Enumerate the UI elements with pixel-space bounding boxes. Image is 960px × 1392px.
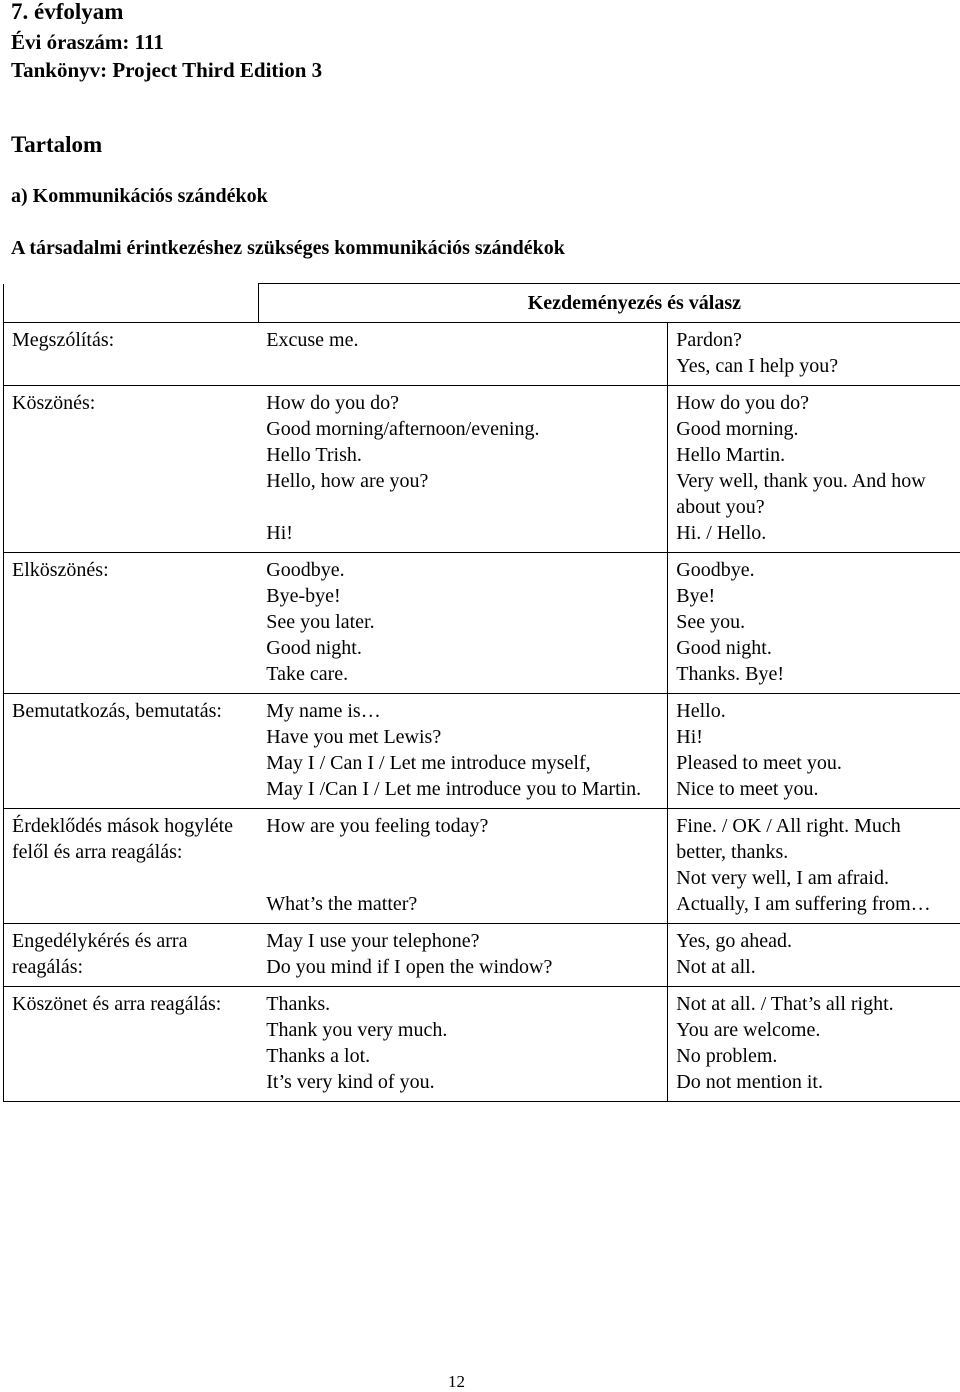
section-a-title: a) Kommunikációs szándékok (11, 185, 268, 208)
initiation-line: See you later. (266, 609, 659, 635)
initiation-line: Hello, how are you? (266, 468, 659, 494)
initiation-cell (258, 323, 668, 386)
response-line: Nice to meet you. (676, 776, 952, 802)
initiation-line: How do you do? (266, 390, 659, 416)
response-line: Not very well, I am afraid. (676, 865, 952, 891)
initiation-line: Thanks a lot. (266, 1043, 659, 1069)
initiation-line: Take care. (266, 661, 659, 687)
initiation-line: May I / Can I / Let me introduce myself, (266, 750, 659, 776)
response-line: Yes, go ahead. (676, 928, 952, 954)
response-line: Thanks. Bye! (676, 661, 952, 687)
initiation-cell (258, 809, 668, 924)
contents-title: Tartalom (11, 132, 102, 158)
initiation-line: How are you feeling today? (266, 813, 659, 839)
response-line: Hi! (676, 724, 952, 750)
response-cell (668, 386, 960, 553)
initiation-line: Good morning/afternoon/evening. (266, 416, 659, 442)
initiation-line: Hi! (266, 520, 659, 546)
response-line: Pleased to meet you. (676, 750, 952, 776)
row-label: Köszönés: (4, 386, 259, 553)
initiation-cell (258, 987, 668, 1102)
response-line: Hi. / Hello. (676, 520, 952, 546)
textbook-title: Tankönyv: Project Third Edition 3 (11, 58, 322, 82)
initiation-cell (258, 386, 668, 553)
initiation-cell (258, 553, 668, 694)
page-number: 12 (448, 1372, 465, 1392)
table-header: Kezdeményezés és válasz (258, 284, 960, 323)
initiation-line: Hello Trish. (266, 442, 659, 468)
table-row (4, 809, 960, 924)
table-row (4, 987, 960, 1102)
response-line: Not at all. / That’s all right. (676, 991, 952, 1017)
response-cell (668, 987, 960, 1102)
initiation-line: Thanks. (266, 991, 659, 1017)
initiation-cell (258, 924, 668, 987)
response-cell (668, 553, 960, 694)
table-row (4, 386, 960, 553)
response-line: Yes, can I help you? (676, 353, 952, 379)
subsection-title: A társadalmi érintkezéshez szükséges kommunikációs szándékok (11, 237, 565, 260)
initiation-cell (258, 694, 668, 809)
initiation-line: What’s the matter? (266, 891, 659, 917)
response-line: How do you do? (676, 390, 952, 416)
response-line: Hello Martin. (676, 442, 952, 468)
response-cell (668, 809, 960, 924)
row-label: Köszönet és arra reagálás: (4, 987, 259, 1102)
table-row (4, 323, 960, 386)
response-line: Pardon? (676, 327, 952, 353)
initiation-line: May I use your telephone? (266, 928, 659, 954)
initiation-line: May I /Can I / Let me introduce you to Martin. (266, 776, 659, 802)
initiation-line: It’s very kind of you. (266, 1069, 659, 1095)
response-line: Goodbye. (676, 557, 952, 583)
initiation-line: Excuse me. (266, 327, 659, 353)
grade-heading: 7. évfolyam (11, 0, 123, 24)
table-row (4, 553, 960, 694)
table-row (4, 924, 960, 987)
response-cell (668, 323, 960, 386)
response-line: Fine. / OK / All right. Much better, thanks. (676, 813, 952, 865)
response-line: Not at all. (676, 954, 952, 980)
response-cell (668, 694, 960, 809)
response-line: See you. (676, 609, 952, 635)
initiation-line: Have you met Lewis? (266, 724, 659, 750)
response-line: Good morning. (676, 416, 952, 442)
response-line: Do not mention it. (676, 1069, 952, 1095)
initiation-line: Do you mind if I open the window? (266, 954, 659, 980)
row-label: Megszólítás: (4, 323, 259, 386)
response-line: Hello. (676, 698, 952, 724)
initiation-line (266, 494, 659, 520)
yearly-hours: Évi óraszám: 111 (11, 30, 164, 54)
response-line: Very well, thank you. And how about you? (676, 468, 952, 520)
response-line: Good night. (676, 635, 952, 661)
initiation-line: Good night. (266, 635, 659, 661)
row-label: Érdeklődés mások hogyléte felől és arra reagálás: (4, 809, 259, 924)
initiation-line: Bye-bye! (266, 583, 659, 609)
response-cell (668, 924, 960, 987)
row-label: Elköszönés: (4, 553, 259, 694)
table-row (4, 694, 960, 809)
response-line: Bye! (676, 583, 952, 609)
row-label: Engedélykérés és arra reagálás: (4, 924, 259, 987)
initiation-line (266, 865, 659, 891)
initiation-line: Goodbye. (266, 557, 659, 583)
response-line: You are welcome. (676, 1017, 952, 1043)
initiation-line (266, 839, 659, 865)
communication-table (3, 283, 960, 1102)
initiation-line: Thank you very much. (266, 1017, 659, 1043)
initiation-line: My name is… (266, 698, 659, 724)
row-label: Bemutatkozás, bemutatás: (4, 694, 259, 809)
response-line: Actually, I am suffering from… (676, 891, 952, 917)
response-line: No problem. (676, 1043, 952, 1069)
table-header-row (4, 284, 960, 323)
